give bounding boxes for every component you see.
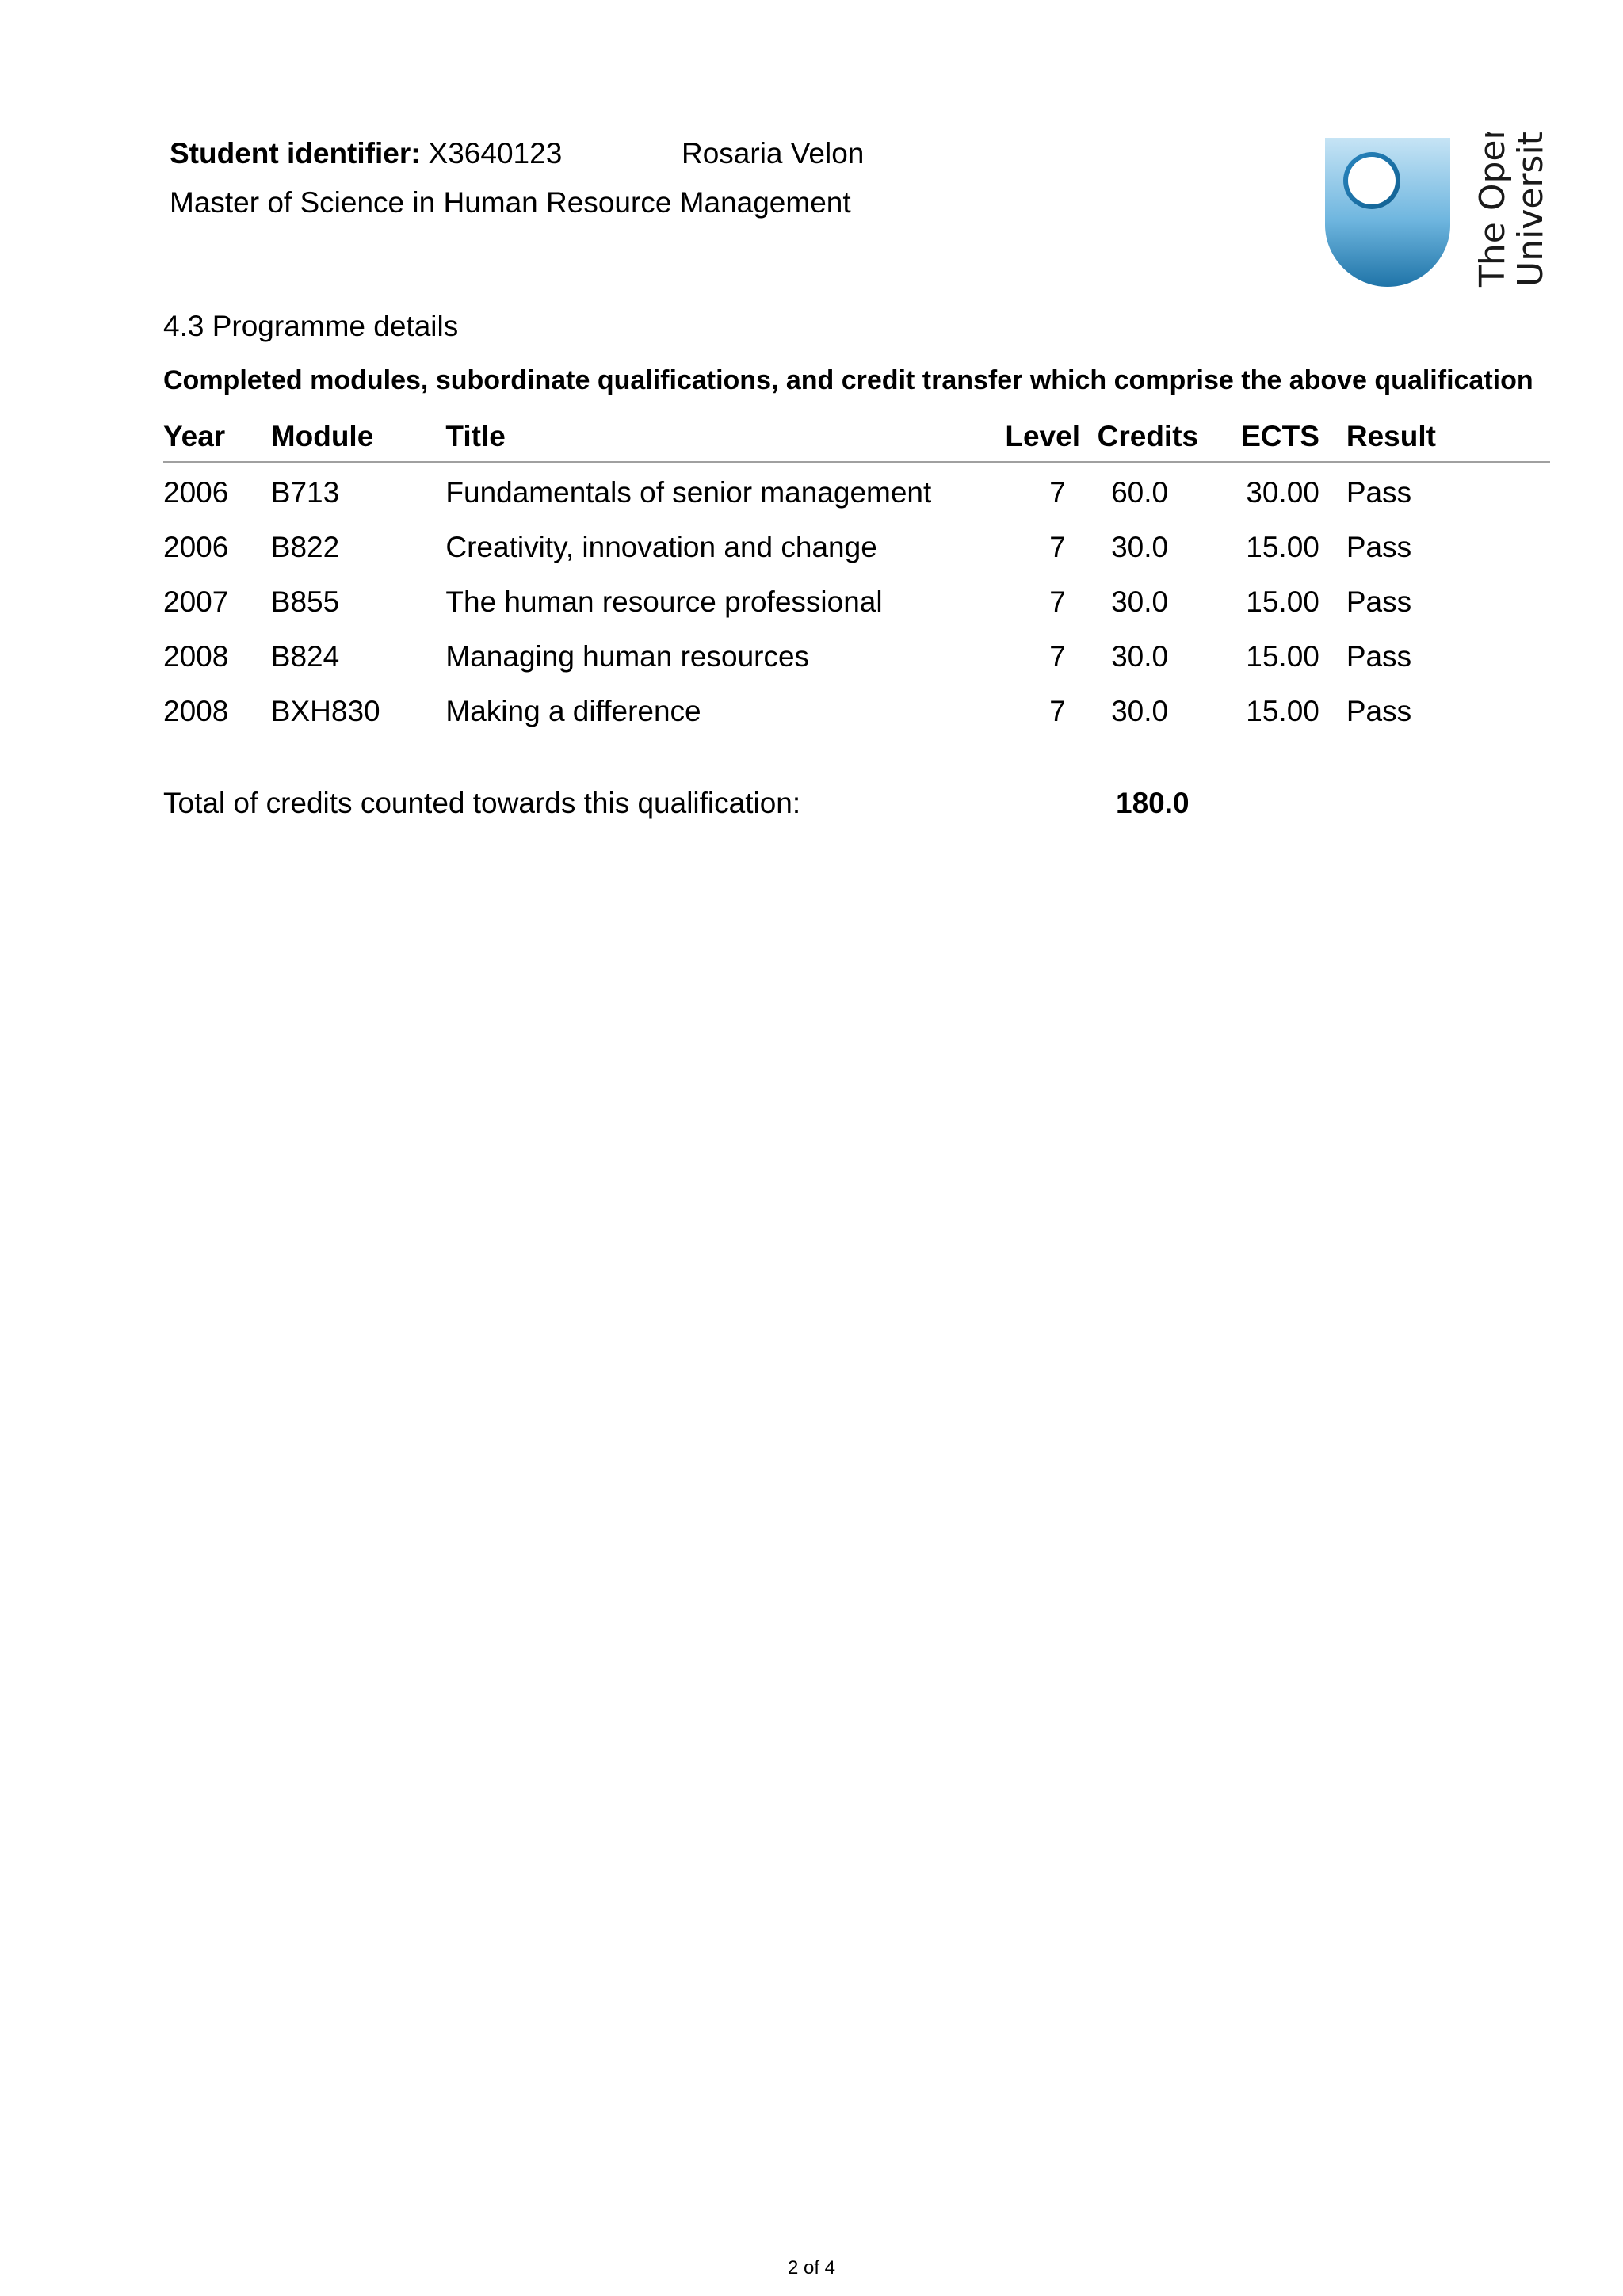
student-name: Rosaria Velon xyxy=(682,137,865,170)
table-row xyxy=(163,463,1550,521)
cell-credits: 30.0 xyxy=(1111,585,1169,618)
cell-level: 7 xyxy=(1049,639,1066,673)
cell-ects: 15.00 xyxy=(1246,585,1319,618)
cell-result: Pass xyxy=(1346,530,1412,563)
table-row xyxy=(163,629,1550,684)
cell-module: B855 xyxy=(270,585,340,618)
section-subtitle: Completed modules, subordinate qualifications, and credit transfer which comprise the above qualification xyxy=(163,365,1533,395)
section-title: 4.3 Programme details xyxy=(163,310,459,342)
student-header xyxy=(170,135,1200,222)
cell-module: B822 xyxy=(270,530,340,563)
cell-title: Fundamentals of senior management xyxy=(445,475,932,509)
cell-level: 7 xyxy=(1049,475,1066,509)
cell-credits: 30.0 xyxy=(1111,694,1169,727)
cell-year: 2007 xyxy=(163,585,229,618)
cell-module: B713 xyxy=(270,475,340,509)
column-header-title: Title xyxy=(445,412,986,463)
cell-ects: 15.00 xyxy=(1246,530,1319,563)
table-row xyxy=(163,520,1550,574)
programme-name: Master of Science in Human Resource Management xyxy=(170,186,851,219)
cell-title: Making a difference xyxy=(445,694,701,727)
cell-result: Pass xyxy=(1346,585,1412,618)
table-header-row xyxy=(163,412,1550,463)
cell-ects: 15.00 xyxy=(1246,639,1319,673)
cell-result: Pass xyxy=(1346,475,1412,509)
cell-title: Creativity, innovation and change xyxy=(445,530,877,563)
cell-result: Pass xyxy=(1346,639,1412,673)
column-header-year: Year xyxy=(163,412,271,463)
cell-year: 2006 xyxy=(163,475,229,509)
table-row xyxy=(163,684,1550,738)
column-header-ects: ECTS xyxy=(1198,412,1319,463)
cell-title: Managing human resources xyxy=(445,639,810,673)
column-header-credits: Credits xyxy=(1080,412,1198,463)
cell-module: BXH830 xyxy=(270,694,380,727)
student-id-line xyxy=(170,135,1200,173)
open-university-logo xyxy=(1319,132,1556,290)
cell-result: Pass xyxy=(1346,694,1412,727)
student-id-label: Student identifier: xyxy=(170,137,421,170)
cell-year: 2006 xyxy=(163,530,229,563)
cell-level: 7 xyxy=(1049,530,1066,563)
total-credits-label: Total of credits counted towards this qualification: xyxy=(163,787,801,819)
cell-level: 7 xyxy=(1049,694,1066,727)
cell-level: 7 xyxy=(1049,585,1066,618)
open-university-shield-icon xyxy=(1319,132,1556,290)
cell-ects: 15.00 xyxy=(1246,694,1319,727)
cell-year: 2008 xyxy=(163,639,229,673)
table-row xyxy=(163,574,1550,629)
column-header-result: Result xyxy=(1319,412,1550,463)
column-header-module: Module xyxy=(271,412,446,463)
student-id-value: X3640123 xyxy=(428,137,563,170)
cell-year: 2008 xyxy=(163,694,229,727)
column-header-level: Level xyxy=(986,412,1080,463)
logo-text-line2: University xyxy=(1510,132,1551,287)
cell-module: B824 xyxy=(270,639,340,673)
modules-table xyxy=(163,412,1550,738)
cell-ects: 30.00 xyxy=(1246,475,1319,509)
cell-credits: 30.0 xyxy=(1111,639,1169,673)
total-credits-row xyxy=(163,784,1193,822)
total-credits-value: 180.0 xyxy=(1116,787,1190,819)
cell-credits: 30.0 xyxy=(1111,530,1169,563)
page-number: 2 of 4 xyxy=(787,2257,836,2279)
logo-text-line1: The Open xyxy=(1472,132,1513,287)
cell-credits: 60.0 xyxy=(1111,475,1169,509)
cell-title: The human resource professional xyxy=(445,585,883,618)
